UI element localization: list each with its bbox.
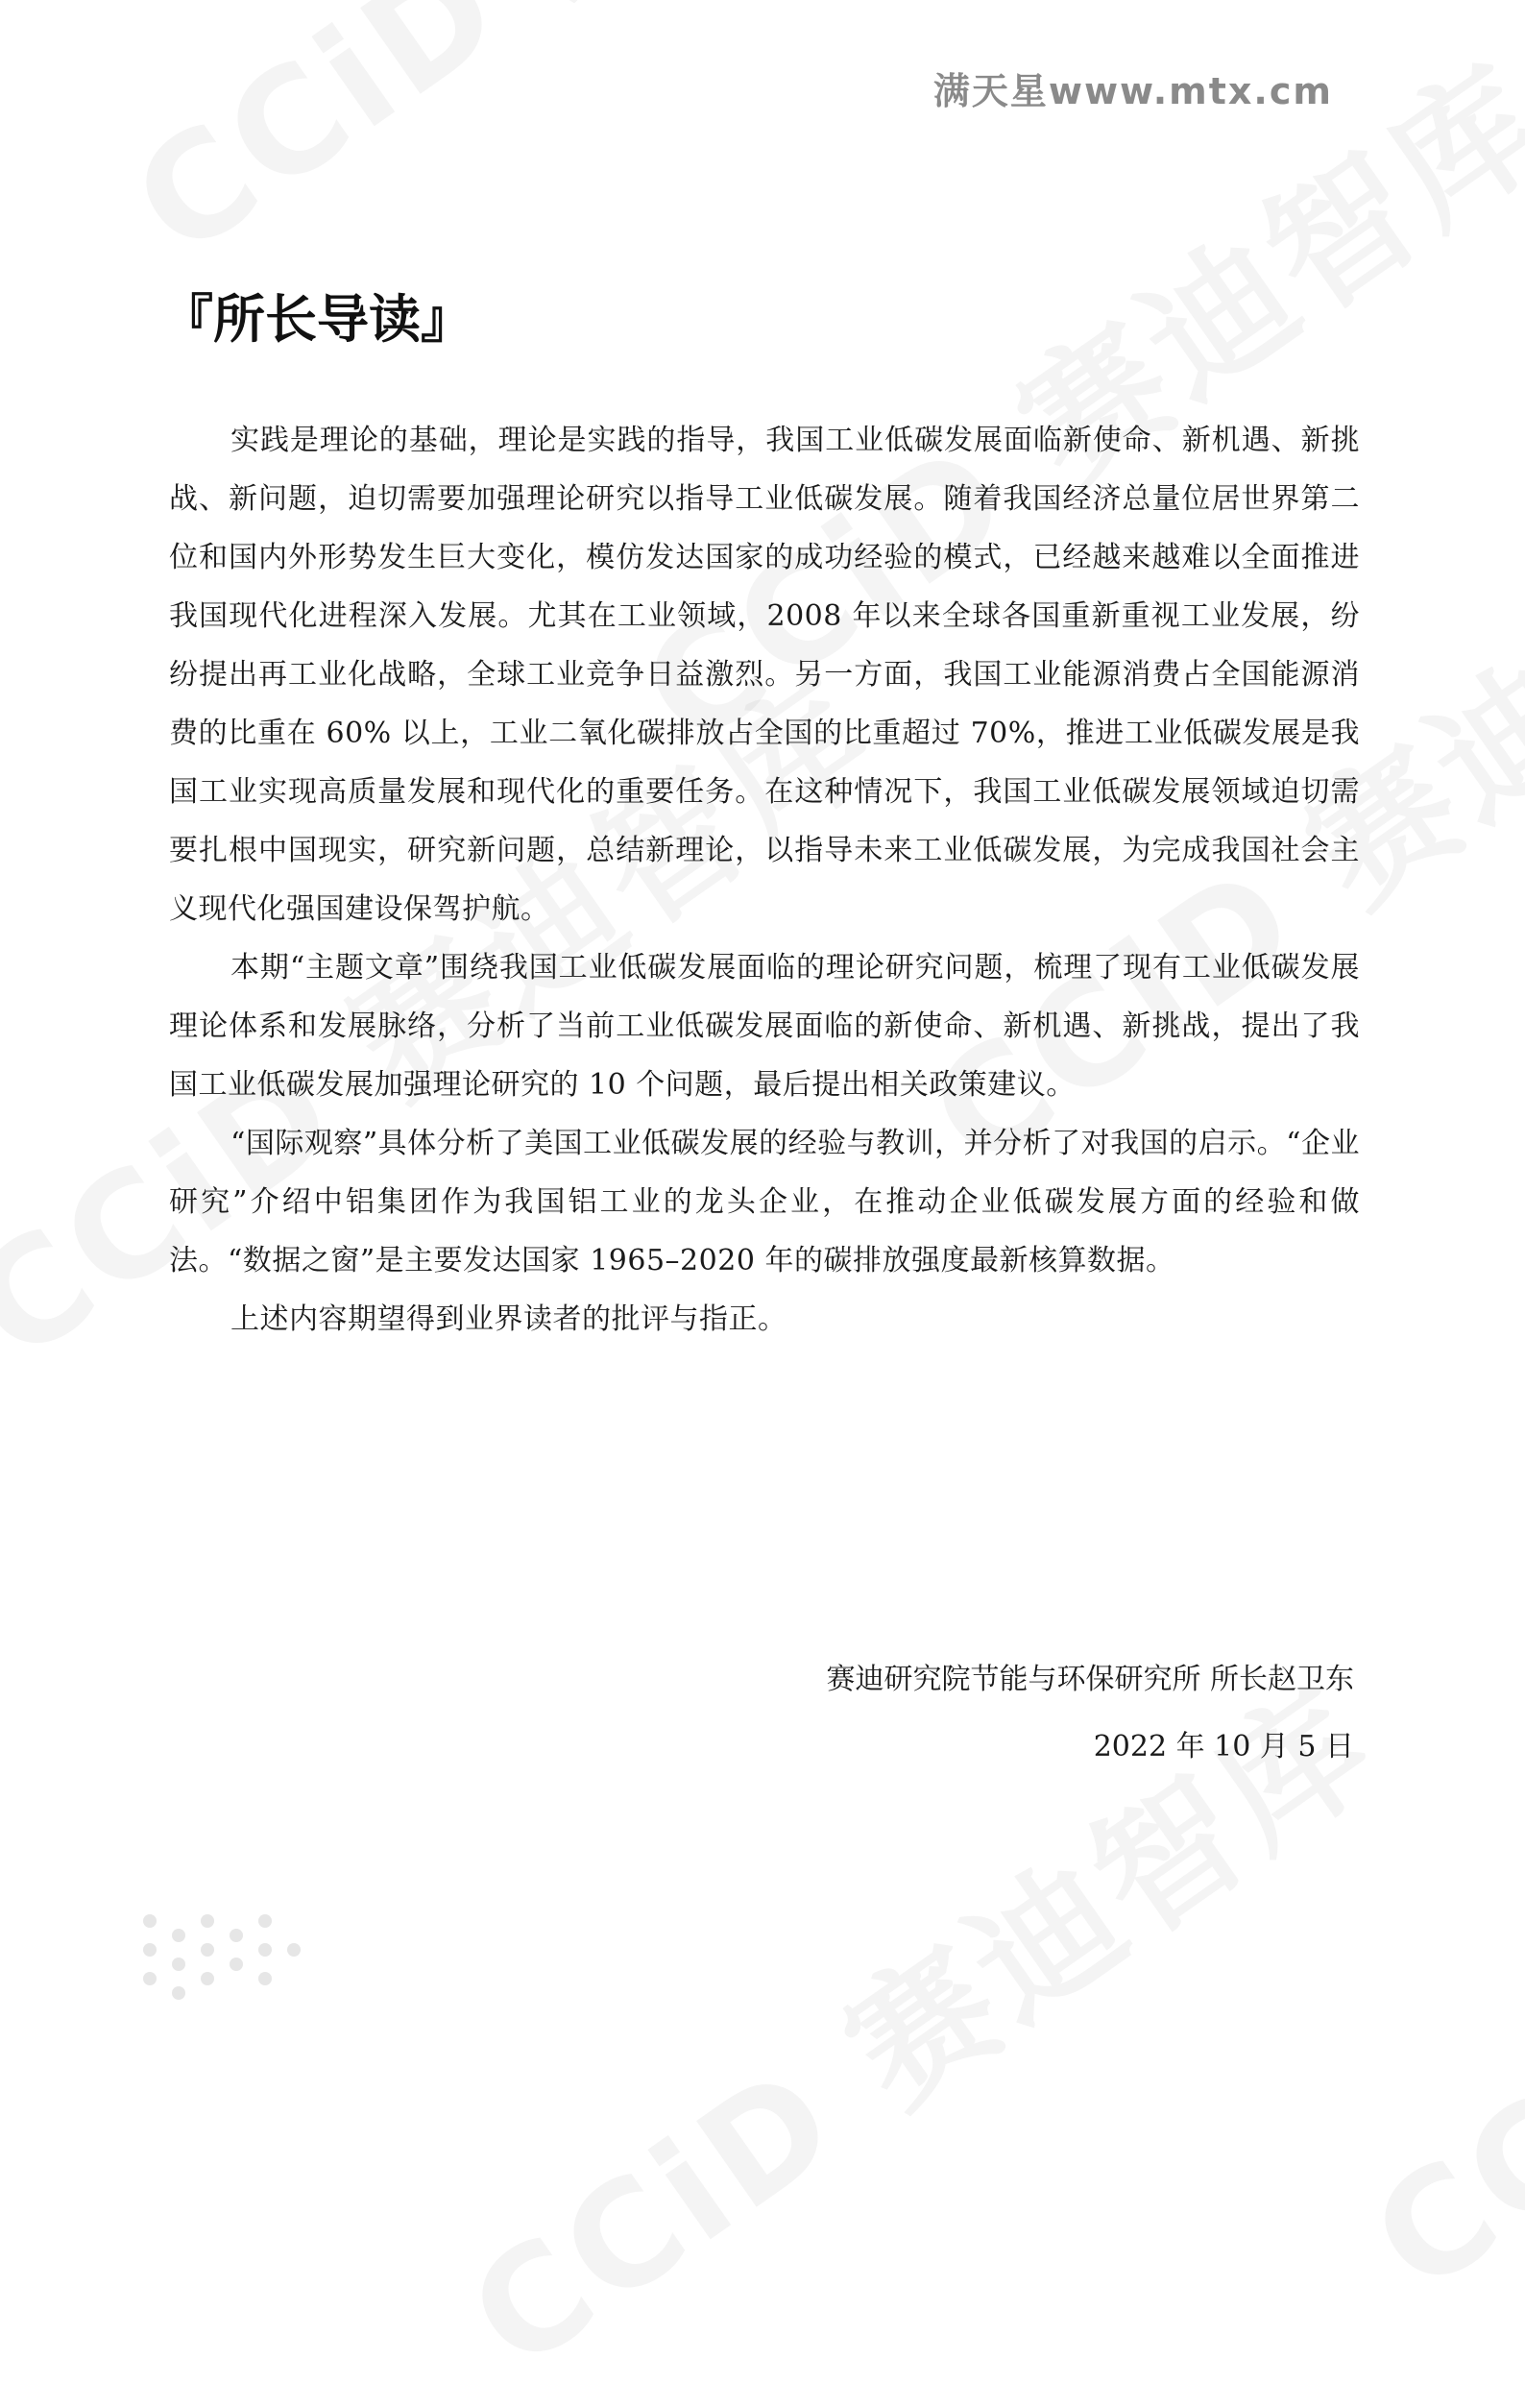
paragraph: “国际观察”具体分析了美国工业低碳发展的经验与教训，并分析了对我国的启示。“企业研究”介绍中铝集团作为我国铝工业的龙头企业，在推动企业低碳发展方面的经验和做法。“数据之窗”是主要发达国家 1965–2020 年的碳排放强度最新核算数据。 bbox=[169, 1127, 1361, 1277]
watermark-text bbox=[86, 0, 1073, 295]
signature-date: 2022 年 10 月 5 日 bbox=[1093, 1730, 1354, 1763]
paragraph: 实践是理论的基础，理论是实践的指导，我国工业低碳发展面临新使命、新机遇、新挑战、新问题，迫切需要加强理论研究以指导工业低碳发展。随着我国经济总量位居世界第二位和国内外形势发生巨大变化，模仿发达国家的成功经验的模式，已经越来越难以全面推进我国现代化进程深入发展。尤其在工业领域，2008 年以来全球各国重新重视工业发展，纷纷提出再工业化战略，全球工业竞争日益激烈。另一方面，我国工业能源消费占全国能源消费的比重在 60% 以上，工业二氧化碳排放占全国的比重超过 70%，推进工业低碳发展是我国工业实现高质量发展和现代化的重要任务。在这种情况下，我国工业低碳发展领域迫切需要扎根中国现实，研究新问题，总结新理论，以指导未来工业低碳发展，为完成我国社会主义现代化强国建设保驾护航。 bbox=[169, 424, 1360, 926]
paragraph: 上述内容期望得到业界读者的批评与指正。 bbox=[230, 1302, 787, 1336]
article-body bbox=[169, 411, 1360, 1349]
watermark-text bbox=[1325, 1554, 1525, 2331]
dots-logo-icon bbox=[131, 1902, 323, 2017]
signature-block bbox=[826, 1646, 1354, 1781]
signature-org: 赛迪研究院节能与环保研究所 所长赵卫东 bbox=[826, 1663, 1354, 1696]
paragraph: 本期“主题文章”围绕我国工业低碳发展面临的理论研究问题，梳理了现有工业低碳发展理论体系和发展脉络，分析了当前工业低碳发展面临的新使命、新机遇、新挑战，提出了我国工业低碳发展加强理论研究的 10 个问题，最后提出相关政策建议。 bbox=[169, 951, 1360, 1102]
section-title: 『所长导读』 bbox=[161, 289, 472, 350]
brand-header: 满天星www.mtx.cm bbox=[932, 70, 1333, 112]
